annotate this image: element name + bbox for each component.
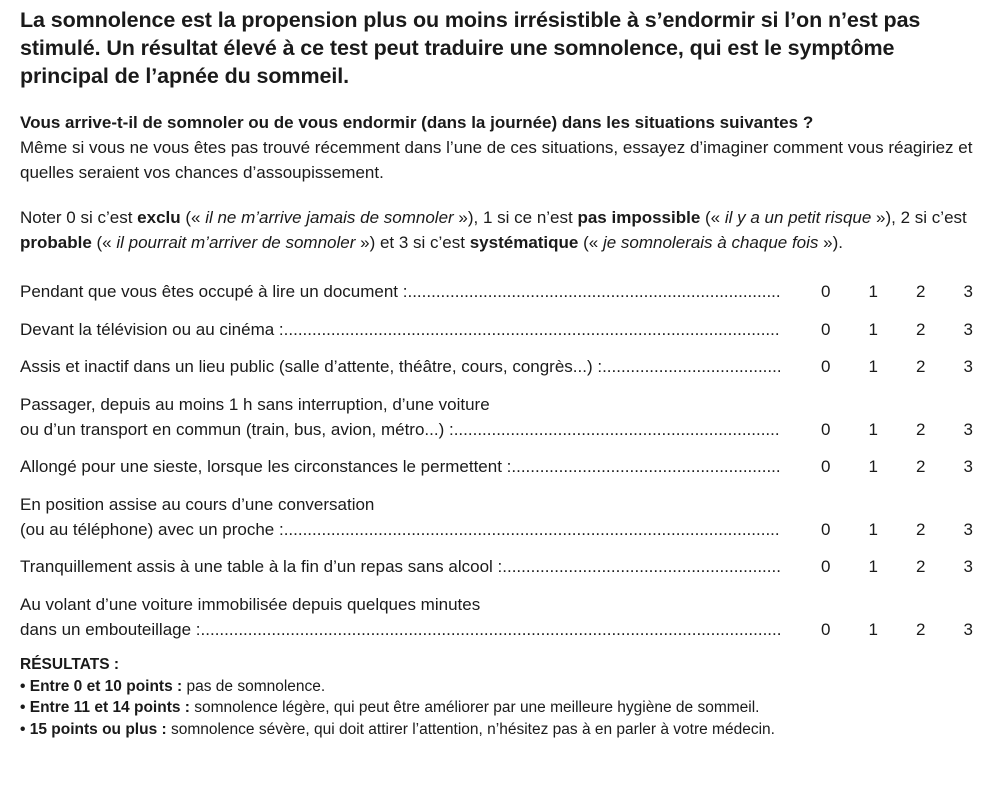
- situation-text: (ou au téléphone) avec un proche :: [20, 519, 284, 539]
- situation-text-line: [20, 617, 780, 642]
- score-options: [802, 417, 992, 442]
- scale-text: («: [180, 208, 206, 227]
- situation-row: [20, 279, 980, 304]
- situation-text-line: [20, 317, 780, 342]
- score-option-2: 2: [916, 557, 926, 576]
- dot-leader: [511, 454, 780, 479]
- score-option-2: 2: [916, 619, 926, 639]
- situation-text-line: [20, 417, 780, 442]
- situation-text-wrap: [20, 279, 780, 304]
- dot-leader: [284, 317, 780, 342]
- situation-text: Pendant que vous êtes occupé à lire un document :: [20, 282, 408, 301]
- scale-term-1: pas impossible: [577, 208, 701, 227]
- situation-text: ou d’un transport en commun (train, bus, avion, métro...) :: [20, 419, 454, 439]
- score-option-2: 2: [916, 457, 926, 476]
- scale-text: ») et 3 si c’est: [355, 233, 470, 252]
- dot-leader: [407, 279, 780, 304]
- situation-row: [20, 317, 980, 342]
- results-heading: RÉSULTATS :: [20, 656, 120, 673]
- score-option-1: 1: [868, 519, 878, 539]
- situation-label: [20, 354, 780, 379]
- scale-term-0: exclu: [137, 208, 181, 227]
- situation-text-wrap: [20, 592, 780, 642]
- scoring-scale: [20, 205, 980, 255]
- situation-label: [20, 492, 780, 542]
- question-heading: Vous arrive-t-il de somnoler ou de vous endormir (dans la journée) dans les situations suivantes ?: [20, 113, 814, 132]
- situation-row: [20, 392, 980, 442]
- situation-label: [20, 454, 780, 479]
- situation-row: [20, 592, 980, 642]
- scale-quote-3: je somnolerais à chaque fois: [602, 233, 819, 252]
- score-option-2: 2: [916, 357, 926, 376]
- score-option-1: 1: [868, 619, 878, 639]
- situation-text-line1: En position assise au cours d’une conversation: [20, 494, 375, 514]
- dot-leader: [284, 517, 780, 542]
- score-options: [802, 279, 992, 304]
- score-option-1: 1: [868, 319, 878, 339]
- score-option-0: 0: [821, 557, 831, 576]
- scale-text: («: [700, 208, 725, 227]
- situation-text: Tranquillement assis à une table à la fin d’un repas sans alcool :: [20, 557, 503, 576]
- situation-label: [20, 592, 780, 642]
- scale-quote-1: il y a un petit risque: [724, 208, 872, 227]
- score-option-1: 1: [868, 419, 878, 439]
- score-options: [802, 454, 992, 479]
- score-option-3: 3: [963, 619, 973, 639]
- situation-text: Devant la télévision ou au cinéma :: [20, 319, 284, 339]
- dot-leader: [201, 617, 780, 642]
- situation-label: [20, 317, 780, 342]
- score-option-2: 2: [916, 419, 926, 439]
- dot-leader: [602, 354, 780, 379]
- situation-text-wrap: [20, 317, 780, 342]
- scale-term-2: probable: [20, 233, 92, 252]
- scale-text: («: [578, 233, 603, 252]
- score-option-3: 3: [963, 357, 973, 376]
- score-option-0: 0: [821, 357, 831, 376]
- result-line: [20, 697, 980, 719]
- dot-leader: [454, 417, 780, 442]
- score-option-2: 2: [916, 282, 926, 301]
- scale-text: »), 1 si ce n’est: [453, 208, 578, 227]
- situation-text: Allongé pour une sieste, lorsque les circonstances le permettent :: [20, 457, 512, 476]
- situation-text-line: [20, 279, 780, 304]
- score-options: [802, 517, 992, 542]
- score-options: [802, 554, 992, 579]
- results-section: [20, 654, 980, 740]
- score-option-2: 2: [916, 319, 926, 339]
- scale-quote-2: il pourrait m’arriver de somnoler: [116, 233, 356, 252]
- situation-text-wrap: [20, 554, 780, 579]
- score-option-0: 0: [821, 457, 831, 476]
- situation-text-line: [20, 454, 780, 479]
- scale-text: («: [91, 233, 117, 252]
- situation-row: [20, 492, 980, 542]
- situation-row: [20, 354, 980, 379]
- situation-label: [20, 392, 780, 442]
- score-option-1: 1: [868, 357, 878, 376]
- situation-text-line: [20, 354, 780, 379]
- score-options: [802, 617, 992, 642]
- scale-text: Noter 0 si c’est: [20, 208, 138, 227]
- situation-text-wrap: [20, 354, 780, 379]
- score-option-3: 3: [963, 419, 973, 439]
- situation-row: [20, 454, 980, 479]
- situation-label: [20, 279, 780, 304]
- situation-text: dans un embouteillage :: [20, 619, 201, 639]
- score-option-1: 1: [868, 557, 878, 576]
- result-description: somnolence légère, qui peut être améliorer par une meilleure hygiène de sommeil.: [189, 699, 760, 716]
- score-option-3: 3: [963, 557, 973, 576]
- scale-text: »), 2 si c’est: [871, 208, 967, 227]
- situation-text-wrap: [20, 392, 780, 442]
- scale-text: »).: [818, 233, 843, 252]
- score-option-0: 0: [821, 419, 831, 439]
- score-option-3: 3: [963, 457, 973, 476]
- situation-text-line: [20, 517, 780, 542]
- situation-text-line1: Au volant d’une voiture immobilisée depuis quelques minutes: [20, 594, 481, 614]
- situation-text-line: [20, 554, 780, 579]
- score-option-1: 1: [868, 282, 878, 301]
- situation-text: Assis et inactif dans un lieu public (salle d’attente, théâtre, cours, congrès...) :: [20, 357, 603, 376]
- situation-list: [20, 279, 980, 642]
- result-description: somnolence sévère, qui doit attirer l’attention, n’hésitez pas à en parler à votre médecin.: [166, 720, 775, 738]
- score-options: [802, 354, 992, 379]
- result-range: • Entre 0 et 10 points :: [20, 677, 183, 695]
- situation-label: [20, 554, 780, 579]
- score-option-0: 0: [821, 282, 831, 301]
- score-option-0: 0: [821, 319, 831, 339]
- situation-text-wrap: [20, 492, 780, 542]
- result-description: pas de somnolence.: [182, 677, 326, 695]
- score-options: [802, 317, 992, 342]
- score-option-2: 2: [916, 519, 926, 539]
- score-option-0: 0: [821, 619, 831, 639]
- result-line: [20, 719, 980, 741]
- situation-text-line1: Passager, depuis au moins 1 h sans interruption, d’une voiture: [20, 394, 490, 414]
- result-range: • Entre 11 et 14 points :: [20, 699, 190, 716]
- score-option-0: 0: [821, 519, 831, 539]
- score-option-3: 3: [963, 519, 973, 539]
- scale-term-3: systématique: [469, 233, 579, 252]
- result-range: • 15 points ou plus :: [20, 720, 167, 738]
- score-option-3: 3: [963, 282, 973, 301]
- score-option-3: 3: [963, 319, 973, 339]
- score-option-1: 1: [868, 457, 878, 476]
- question-instructions: Même si vous ne vous êtes pas trouvé récemment dans l’une de ces situations, essayez d’imaginer comment vous réagiriez et quelles seraient vos chances d’assoupissement.: [20, 138, 973, 182]
- dot-leader: [502, 554, 780, 579]
- situation-row: [20, 554, 980, 579]
- intro-paragraph: La somnolence est la propension plus ou moins irrésistible à s’endormir si l’on n’est pas stimulé. Un résultat élevé à ce test peut traduire une somnolence, qui est le symptôme principal de l’apnée du sommeil.: [20, 8, 921, 88]
- question-block: [20, 110, 980, 185]
- situation-text-wrap: [20, 454, 780, 479]
- result-line: [20, 676, 980, 698]
- scale-quote-0: il ne m’arrive jamais de somnoler: [205, 208, 454, 227]
